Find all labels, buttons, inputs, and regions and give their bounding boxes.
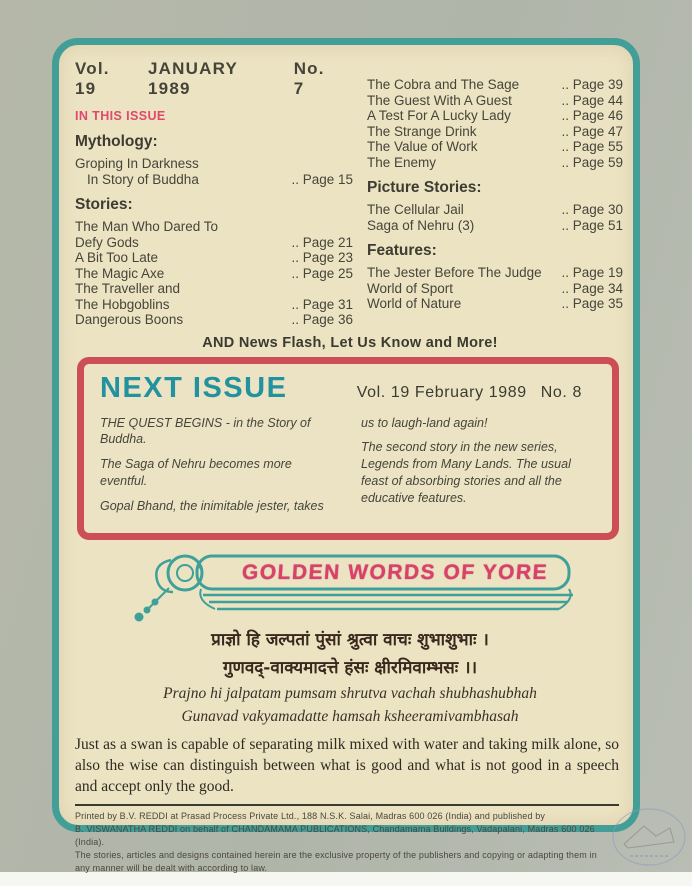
imprint-line: B. VISWANATHA REDDI on behalf of CHANDAMAMA PUBLICATIONS, Chandamama Buildings, Vadapalani, Madras 600 026: [75, 823, 595, 834]
next-issue-date: Vol. 19 February 1989: [356, 383, 527, 401]
toc-entry-page: .. Page 34: [561, 280, 623, 296]
toc-entry-title: The Man Who Dared To: [75, 219, 219, 234]
imprint-line: (India).: [75, 836, 105, 847]
next-issue-box: [77, 357, 619, 540]
volume-label: Vol. 19: [75, 59, 110, 98]
toc-entry-page: .. Page 21: [291, 234, 353, 250]
next-issue-left-column: [100, 415, 335, 523]
toc-entry-title: In Story of Buddha: [87, 171, 199, 187]
toc-entry: [367, 124, 623, 140]
golden-words-banner: [111, 548, 589, 624]
toc-entry-page: .. Page 51: [561, 217, 623, 233]
toc-entry-title: The Value of Work: [367, 139, 478, 154]
issue-masthead: [75, 59, 353, 99]
toc-entry-title: The Magic Axe: [75, 265, 165, 281]
toc-entry-title: The Strange Drink: [367, 123, 477, 139]
next-issue-paragraph: Gopal Bhand, the inimitable jester, takes: [100, 499, 324, 513]
next-issue-paragraph: us to laugh-land again!: [361, 415, 488, 430]
heading-picture-stories: Picture Stories:: [367, 179, 482, 196]
toc-entry: [75, 312, 353, 328]
next-issue-paragraph: The Saga of Nehru becomes more eventful.: [100, 457, 292, 489]
toc-entry: [367, 155, 623, 171]
toc-entry: [367, 296, 623, 312]
toc-entry: [367, 281, 623, 297]
translation-paragraph: Just as a swan is capable of separating milk mixed with water and taking milk alone, so also the wise can distinguish between what is good and what is not good in a speech and accept only the good.: [75, 735, 619, 795]
toc-entry-title: Groping In Darkness: [75, 156, 199, 171]
toc-entry-title: The Traveller and: [75, 281, 181, 296]
imprint-line: any manner will be dealt with according to law.: [75, 862, 268, 873]
toc-entry: [367, 202, 623, 218]
next-issue-number: No. 8: [540, 383, 582, 401]
toc-entry-page: .. Page 55: [561, 139, 623, 154]
toc-entry: [75, 266, 353, 282]
toc-entry-title: The Enemy: [367, 154, 437, 170]
toc-entry-title: World of Sport: [367, 280, 454, 296]
toc-entry-title: Dangerous Boons: [75, 312, 184, 327]
banner-title: GOLDEN WORDS OF YORE: [241, 560, 549, 584]
news-flash-line: AND News Flash, Let Us Know and More!: [202, 334, 498, 351]
toc-entry: [367, 77, 623, 93]
imprint-line: Printed by B.V. REDDI at Prasad Process Private Ltd., 188 N.S.K. Salai, Madras 600 026 (India) and published by: [75, 810, 546, 821]
issue-number: No. 7: [293, 59, 325, 98]
toc-entry-page: .. Page 23: [291, 250, 353, 265]
toc-entry-title: A Bit Too Late: [75, 250, 159, 265]
toc-entry-title: Defy Gods: [75, 234, 139, 250]
toc-entry-page: .. Page 19: [561, 265, 623, 280]
next-issue-paragraph: The second story in the new series, Legends from Many Lands. The usual feast of absorbing stories and all the educative features.: [361, 440, 571, 505]
toc-entry-title: World of Nature: [367, 296, 462, 311]
toc-entry: [367, 265, 623, 281]
toc-entry-title: The Cellular Jail: [367, 202, 464, 217]
toc-entry-title: A Test For A Lucky Lady: [367, 108, 511, 123]
scroll-illustration: [111, 548, 589, 624]
sanskrit-verse-line: गुणवद्-वाक्यमादत्ते हंसः क्षीरमिवाम्भसः ।।: [222, 657, 478, 678]
toc-entry: [75, 250, 353, 266]
table-of-contents: [75, 55, 625, 328]
toc-entry-page: .. Page 15: [291, 171, 353, 187]
toc-entry-page: .. Page 36: [291, 312, 353, 327]
heading-mythology: Mythology:: [75, 133, 158, 150]
imprint-line: The stories, articles and designs contained herein are the exclusive property of the publishers and copying or adapting them in: [75, 849, 597, 860]
toc-left-column: [75, 55, 353, 328]
toc-entry-title: The Hobgoblins: [75, 296, 170, 312]
toc-entry: [367, 93, 623, 109]
toc-entry: [367, 139, 623, 155]
toc-entry: [75, 219, 353, 250]
toc-entry-title: The Guest With A Guest: [367, 92, 512, 108]
toc-entry-page: .. Page 39: [561, 77, 623, 92]
toc-entry-page: .. Page 25: [291, 265, 353, 281]
next-issue-paragraph: THE QUEST BEGINS - in the Story of Buddha.: [100, 415, 311, 447]
sanskrit-verse-line: प्राज्ञो हि जल्पतां पुंसां श्रुत्वा वाचः शुभाशुभाः ।: [211, 629, 489, 650]
next-issue-right-column: [361, 415, 596, 523]
toc-entry-page: .. Page 47: [561, 123, 623, 139]
toc-entry-title: The Cobra and The Sage: [367, 77, 520, 92]
in-this-issue-label: IN THIS ISSUE: [75, 109, 166, 123]
toc-entry-page: .. Page 35: [561, 296, 623, 311]
toc-entry: [75, 281, 353, 312]
toc-entry-page: .. Page 30: [561, 202, 623, 217]
issue-date: JANUARY 1989: [148, 59, 238, 98]
heading-stories: Stories:: [75, 196, 133, 213]
toc-entry: [367, 108, 623, 124]
toc-entry-page: .. Page 46: [561, 108, 623, 123]
next-issue-info: [343, 384, 582, 402]
toc-entry-page: .. Page 31: [291, 296, 353, 312]
toc-entry-page: .. Page 59: [561, 154, 623, 170]
toc-entry-title: The Jester Before The Judge: [367, 265, 542, 280]
toc-entry-page: .. Page 44: [561, 92, 623, 108]
toc-entry: [75, 156, 353, 187]
page-border-frame: [52, 38, 640, 873]
next-issue-title: NEXT ISSUE: [100, 371, 288, 404]
heading-features: Features:: [367, 242, 437, 259]
transliteration-line: Prajno hi jalpatam pumsam shrutva vachah shubhashubhah: [163, 684, 537, 702]
watermark-stamp: [610, 806, 688, 872]
toc-right-column: [367, 77, 625, 328]
publisher-imprint: [75, 804, 619, 875]
toc-entry: [367, 218, 623, 234]
toc-entry-title: Saga of Nehru (3): [367, 217, 475, 233]
transliteration-line: Gunavad vakyamadatte hamsah ksheeramivambhasah: [181, 707, 519, 725]
